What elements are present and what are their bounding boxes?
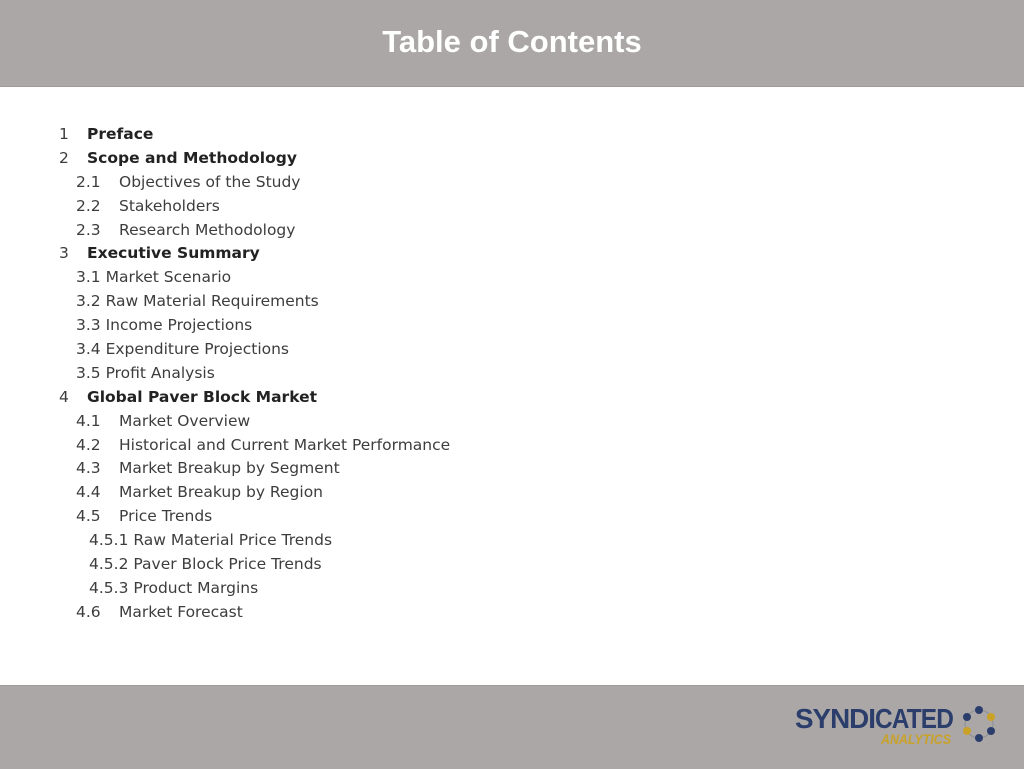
toc-entry-breakup-by-region <box>0 480 700 504</box>
toc-label: Market Overview <box>119 411 251 430</box>
toc-number: 4.5 <box>76 507 101 526</box>
toc-number: 4.2 <box>76 435 101 454</box>
logo-word-analytics: ANALYTICS <box>880 731 952 747</box>
toc-entry-income-projections <box>0 313 700 337</box>
toc-label: Market Breakup by Segment <box>119 459 340 478</box>
toc-entry-breakup-by-segment <box>0 456 700 480</box>
toc-number: 4.1 <box>76 411 101 430</box>
toc-label: Objectives of the Study <box>119 172 301 191</box>
molecule-icon <box>963 706 995 742</box>
table-of-contents <box>0 122 700 624</box>
toc-number: 1 <box>59 125 69 143</box>
toc-label: Market Breakup by Region <box>119 483 323 502</box>
toc-entry-raw-material-requirements <box>0 289 700 313</box>
toc-label: 4.5.1 Raw Material Price Trends <box>89 531 333 550</box>
toc-entry-scope <box>0 146 700 170</box>
toc-label: Stakeholders <box>119 196 220 215</box>
toc-number: 4.6 <box>76 602 101 621</box>
toc-label: Market Forecast <box>119 602 243 621</box>
toc-entry-research-methodology <box>0 218 700 242</box>
toc-entry-objectives <box>0 170 700 194</box>
toc-entry-executive-summary <box>0 241 700 265</box>
toc-label: 3.5 Profit Analysis <box>76 363 215 382</box>
toc-entry-preface <box>0 122 700 146</box>
logo-word-cated: CATED <box>875 703 954 734</box>
toc-entry-profit-analysis <box>0 361 700 385</box>
toc-label: Price Trends <box>119 507 213 526</box>
toc-label: Research Methodology <box>119 220 296 239</box>
toc-number: 4.4 <box>76 483 101 502</box>
toc-label: Scope and Methodology <box>87 148 297 167</box>
toc-label: Preface <box>87 125 154 143</box>
toc-entry-paver-block-price-trends <box>0 552 700 576</box>
toc-label: 3.3 Income Projections <box>76 316 253 335</box>
toc-number: 2 <box>59 148 69 167</box>
toc-number: 2.1 <box>76 172 101 191</box>
logo-word-syndi: SYNDI <box>795 703 875 734</box>
toc-label: Historical and Current Market Performance <box>119 435 451 454</box>
toc-entry-market-overview <box>0 409 700 433</box>
toc-entry-market-scenario <box>0 265 700 289</box>
toc-entry-stakeholders <box>0 194 700 218</box>
toc-label: 4.5.3 Product Margins <box>89 578 259 597</box>
toc-label: 3.2 Raw Material Requirements <box>76 292 319 311</box>
toc-number: 2.2 <box>76 196 101 215</box>
toc-entry-price-trends <box>0 504 700 528</box>
toc-label: Executive Summary <box>87 244 260 263</box>
toc-entry-raw-material-price-trends <box>0 528 700 552</box>
toc-entry-expenditure-projections <box>0 337 700 361</box>
toc-entry-market-forecast <box>0 600 700 624</box>
syndicated-analytics-logo <box>795 700 1005 750</box>
page-title: Table of Contents <box>382 24 642 59</box>
toc-number: 4.3 <box>76 459 101 478</box>
toc-number: 4 <box>59 387 69 406</box>
title-bar <box>0 0 1024 87</box>
toc-label: 4.5.2 Paver Block Price Trends <box>89 555 322 574</box>
toc-entry-market-performance <box>0 433 700 457</box>
toc-number: 2.3 <box>76 220 101 239</box>
toc-entry-global-paver-block-market <box>0 385 700 409</box>
toc-number: 3 <box>59 244 69 263</box>
toc-entry-product-margins <box>0 576 700 600</box>
toc-label: 3.1 Market Scenario <box>76 268 232 287</box>
toc-label: 3.4 Expenditure Projections <box>76 340 290 359</box>
toc-label: Global Paver Block Market <box>87 387 318 406</box>
